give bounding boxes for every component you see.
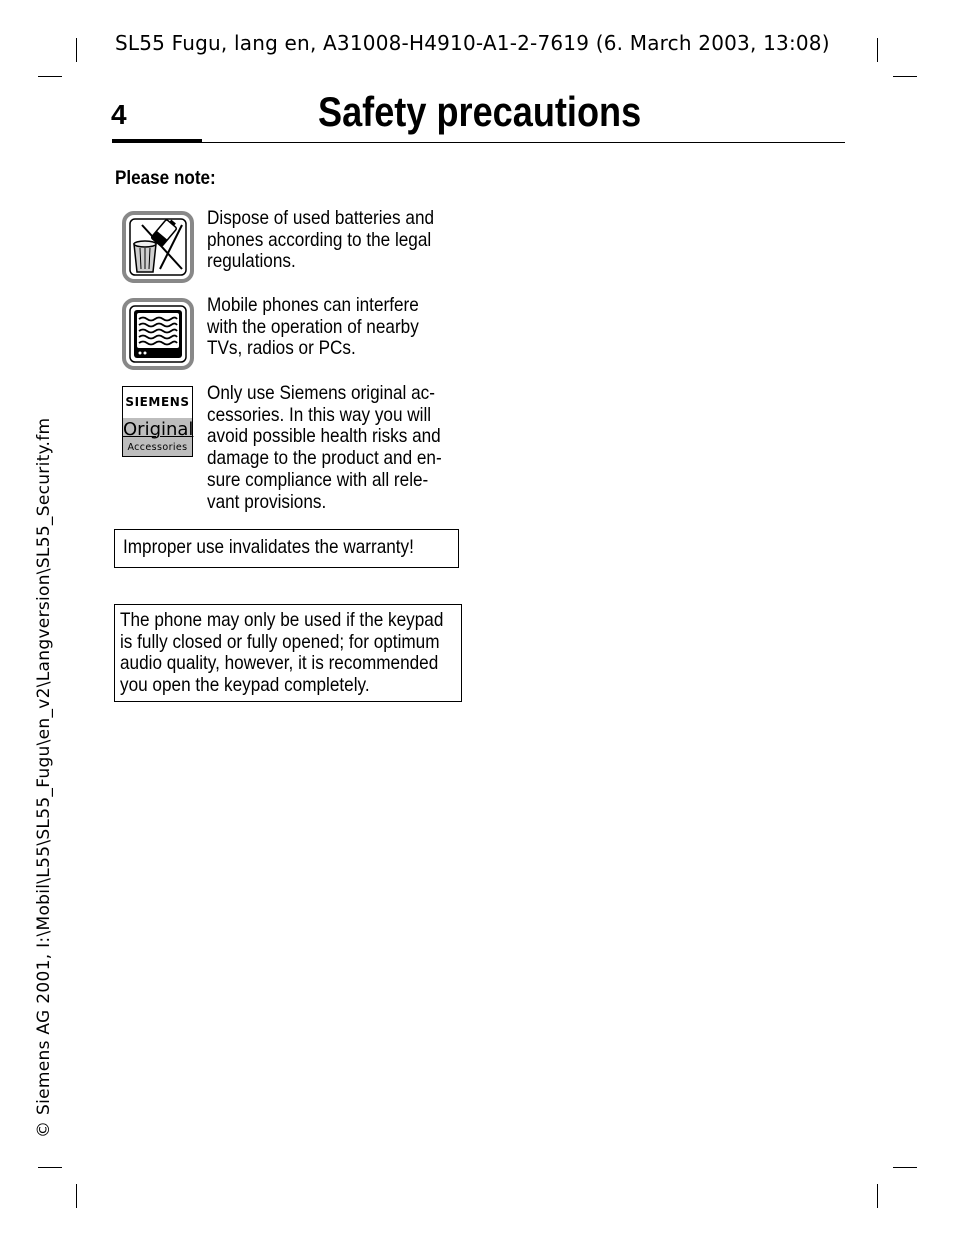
crop-mark (877, 38, 878, 62)
note-heading: Please note: (115, 168, 216, 189)
tv-interference-icon (122, 298, 194, 370)
keypad-notice-text: The phone may only be used if the keypad is fully closed or fully opened; for optimum audio quality, however, it is recommended you open the keypad completely. (120, 609, 444, 697)
logo-original: Original (123, 419, 194, 440)
crop-mark (76, 1184, 77, 1208)
siemens-original-accessories-logo (122, 386, 193, 457)
battery-disposal-icon (122, 211, 194, 283)
original-accessories-text: Only use Siemens original ac- cessories. In this way you will avoid possible health risks and damage to the product and en- sure compliance with all rele- vant provisions. (207, 382, 442, 513)
crop-mark (893, 1167, 917, 1168)
crop-mark (38, 1167, 62, 1168)
logo-brand: SIEMENS (125, 395, 190, 409)
title-rule (112, 142, 845, 143)
tv-interference-text: Mobile phones can interfere with the operation of nearby TVs, radios or PCs. (207, 294, 419, 360)
warranty-notice-text: Improper use invalidates the warranty! (123, 536, 414, 558)
document-info-header: SL55 Fugu, lang en, A31008-H4910-A1-2-7619 (6. March 2003, 13:08) (115, 31, 830, 55)
crop-mark (893, 76, 917, 77)
warranty-notice-box (114, 529, 459, 568)
copyright-file-path: © Siemens AG 2001, I:\Mobil\L55\SL55_Fugu\en_v2\Langversion\SL55_Security.fm (34, 417, 54, 1138)
battery-disposal-text: Dispose of used batteries and phones according to the legal regulations. (207, 207, 435, 273)
logo-accessories: Accessories (127, 442, 188, 453)
page-number: 4 (111, 99, 127, 130)
crop-mark (76, 38, 77, 62)
crop-mark (38, 76, 62, 77)
page-title: Safety precautions (318, 88, 642, 135)
crop-mark (877, 1184, 878, 1208)
keypad-notice-box (114, 604, 462, 702)
